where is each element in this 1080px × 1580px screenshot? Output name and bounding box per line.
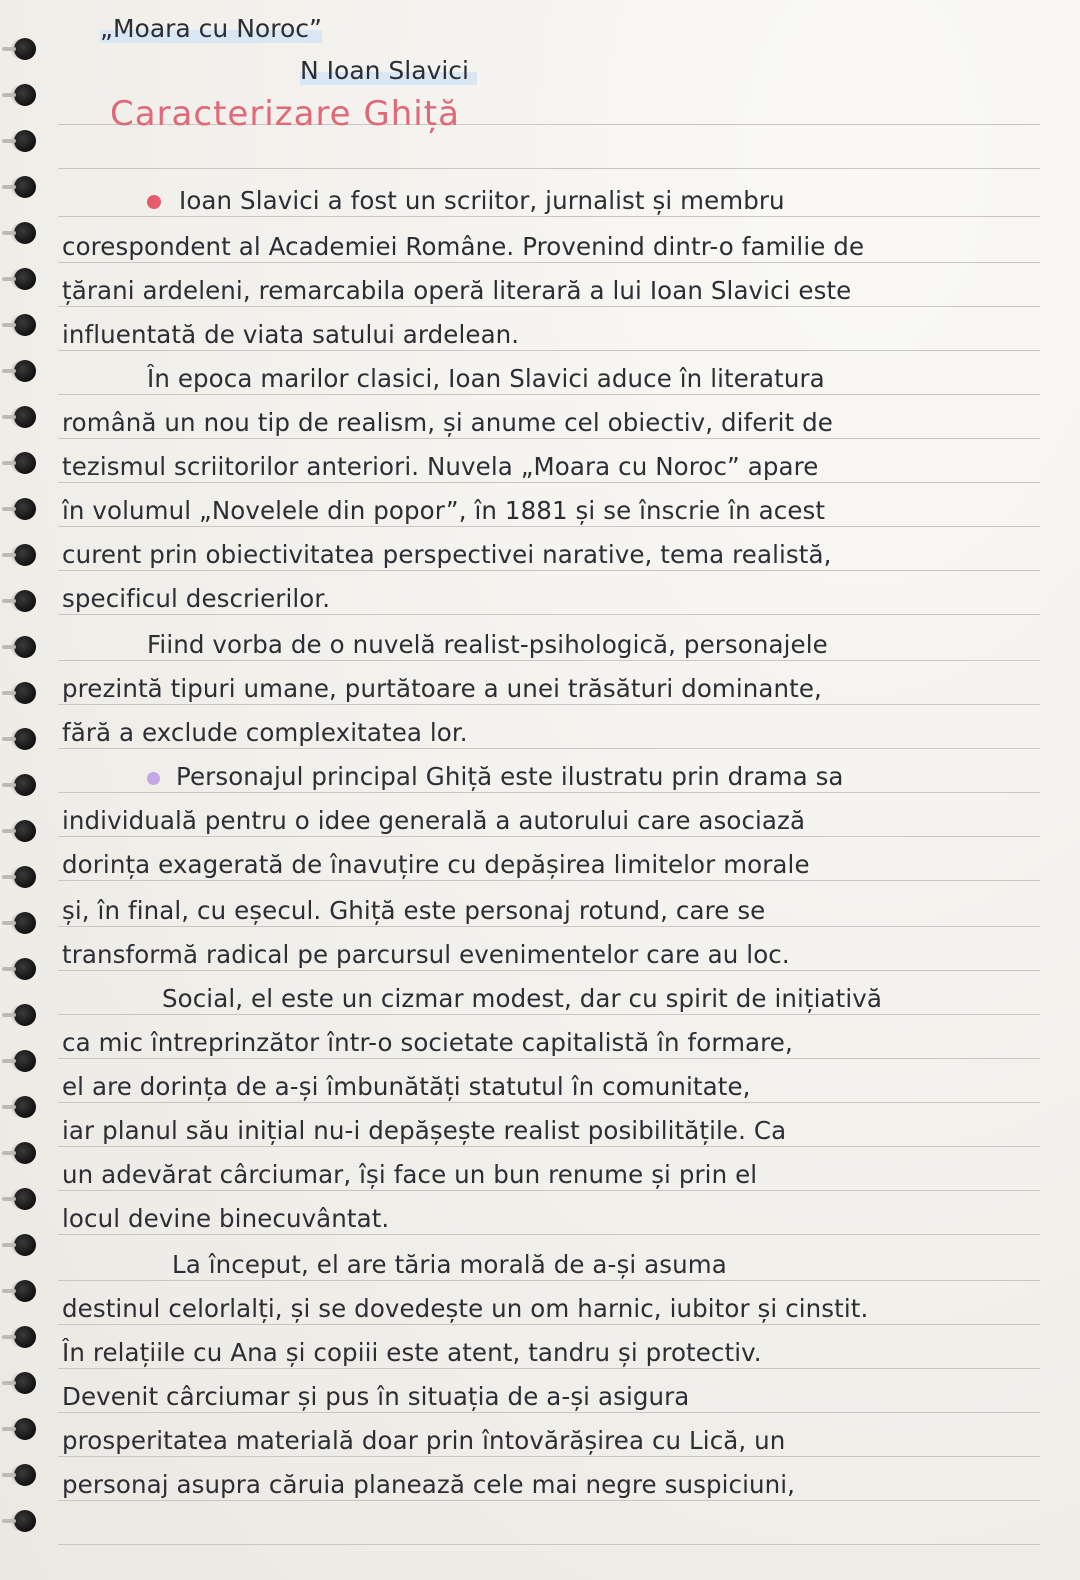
rule-line [58,836,1040,837]
rule-line [58,1544,1040,1545]
binding-hole [14,1464,36,1486]
text-line: La început, el are tăria morală de a-și asuma [172,1250,727,1279]
text-line: În epoca marilor clasici, Ioan Slavici aduce în literatura [147,364,825,393]
binding-holes [0,0,44,1580]
text-line: În relațiile cu Ana și copiii este atent, tandru și protectiv. [62,1338,762,1367]
text-line: influentată de viata satului ardelean. [62,320,520,349]
rule-line [58,926,1040,927]
binding-hole [14,1510,36,1532]
binding-hole [14,360,36,382]
text-line: dorința exagerată de înavuțire cu depășirea limitelor morale [62,850,810,879]
binding-hole [14,1050,36,1072]
binding-hole [14,1004,36,1026]
binding-hole [14,1418,36,1440]
binding-hole [14,222,36,244]
text-line: română un nou tip de realism, și anume cel obiectiv, diferit de [62,408,833,437]
binding-hole [14,84,36,106]
rule-line [58,1500,1040,1501]
binding-hole [14,130,36,152]
rule-line [58,660,1040,661]
text-line: curent prin obiectivitatea perspectivei narative, tema realistă, [62,540,832,569]
rule-line [58,1368,1040,1369]
rule-line [58,1234,1040,1235]
text-line: Ioan Slavici a fost un scriitor, jurnalist și membru [62,186,1036,215]
text-line: individuală pentru o idee generală a autorului care asociază [62,806,806,835]
rule-line [58,1146,1040,1147]
text-line: el are dorința de a-și îmbunătăți statutul în comunitate, [62,1072,751,1101]
rule-line [58,1058,1040,1059]
binding-hole [14,314,36,336]
rule-line [58,438,1040,439]
text-line: Devenit cârciumar și pus în situația de a-și asigura [62,1382,690,1411]
rule-line [58,1014,1040,1015]
rule-line [58,394,1040,395]
author-line: N Ioan Slavici [300,56,477,85]
rule-line [58,748,1040,749]
binding-hole [14,1326,36,1348]
binding-hole [14,866,36,888]
rule-line [58,1412,1040,1413]
text-line: iar planul său inițial nu-i depășește realist posibilitățile. Ca [62,1116,787,1145]
text-line: țărani ardeleni, remarcabila operă literară a lui Ioan Slavici este [62,276,852,305]
text-line: un adevărat cârciumar, își face un bun renume și prin el [62,1160,758,1189]
binding-hole [14,452,36,474]
binding-hole [14,1280,36,1302]
work-title-text: „Moara cu Noroc” [100,14,322,43]
work-title [100,14,322,43]
rule-line [58,1190,1040,1191]
binding-hole [14,1234,36,1256]
text-line: tezismul scriitorilor anteriori. Nuvela „Moara cu Noroc” apare [62,452,819,481]
binding-hole [14,590,36,612]
rule-line [58,970,1040,971]
rule-line [58,570,1040,571]
text-line: destinul celorlalți, și se dovedește un om harnic, iubitor și cinstit. [62,1294,869,1323]
binding-hole [14,682,36,704]
text-line: locul devine binecuvântat. [62,1204,390,1233]
binding-hole [14,498,36,520]
rule-line [58,1324,1040,1325]
binding-hole [14,820,36,842]
purple-bullet-icon [147,772,160,785]
rule-line [58,880,1040,881]
binding-hole [14,728,36,750]
binding-hole [14,268,36,290]
binding-hole [14,544,36,566]
text-line: personaj asupra căruia planează cele mai negre suspiciuni, [62,1470,796,1499]
rule-line [58,526,1040,527]
binding-hole [14,1372,36,1394]
text-line: și, în final, cu eșecul. Ghiță este personaj rotund, care se [62,896,766,925]
text-line: Personajul principal Ghiță este ilustratu prin drama sa [62,762,1036,791]
rule-line [58,1456,1040,1457]
binding-hole [14,1142,36,1164]
text-line: prezintă tipuri umane, purtătoare a unei trăsături dominante, [62,674,822,703]
binding-hole [14,636,36,658]
text-line: specificul descrierilor. [62,584,331,613]
binding-hole [14,1096,36,1118]
rule-line [58,1102,1040,1103]
text-line: fără a exclude complexitatea lor. [62,718,468,747]
rule-line [58,350,1040,351]
rule-line [58,1280,1040,1281]
rule-line [58,792,1040,793]
binding-hole [14,1188,36,1210]
binding-hole [14,38,36,60]
text-line: transformă radical pe parcursul evenimentelor care au loc. [62,940,790,969]
text-line: în volumul „Novelele din popor”, în 1881 și se înscrie în acest [62,496,826,525]
text-line: Fiind vorba de o nuvelă realist-psihologică, personajele [147,630,828,659]
binding-hole [14,912,36,934]
binding-hole [14,958,36,980]
binding-hole [14,774,36,796]
rule-line [58,614,1040,615]
rule-line [58,262,1040,263]
text-line: ca mic întreprinzător într-o societate capitalistă în formare, [62,1028,793,1057]
rule-line [58,704,1040,705]
binding-hole [14,406,36,428]
page-heading: Caracterizare Ghiță [110,94,460,134]
rule-line [58,168,1040,169]
rule-line [58,482,1040,483]
binding-hole [14,176,36,198]
text-line: corespondent al Academiei Române. Provenind dintr-o familie de [62,232,865,261]
text-line: Social, el este un cizmar modest, dar cu spirit de inițiativă [162,984,882,1013]
rule-line [58,216,1040,217]
text-line: prosperitatea materială doar prin întovărășirea cu Lică, un [62,1426,786,1455]
rule-line [58,306,1040,307]
red-bullet-icon [147,195,161,209]
